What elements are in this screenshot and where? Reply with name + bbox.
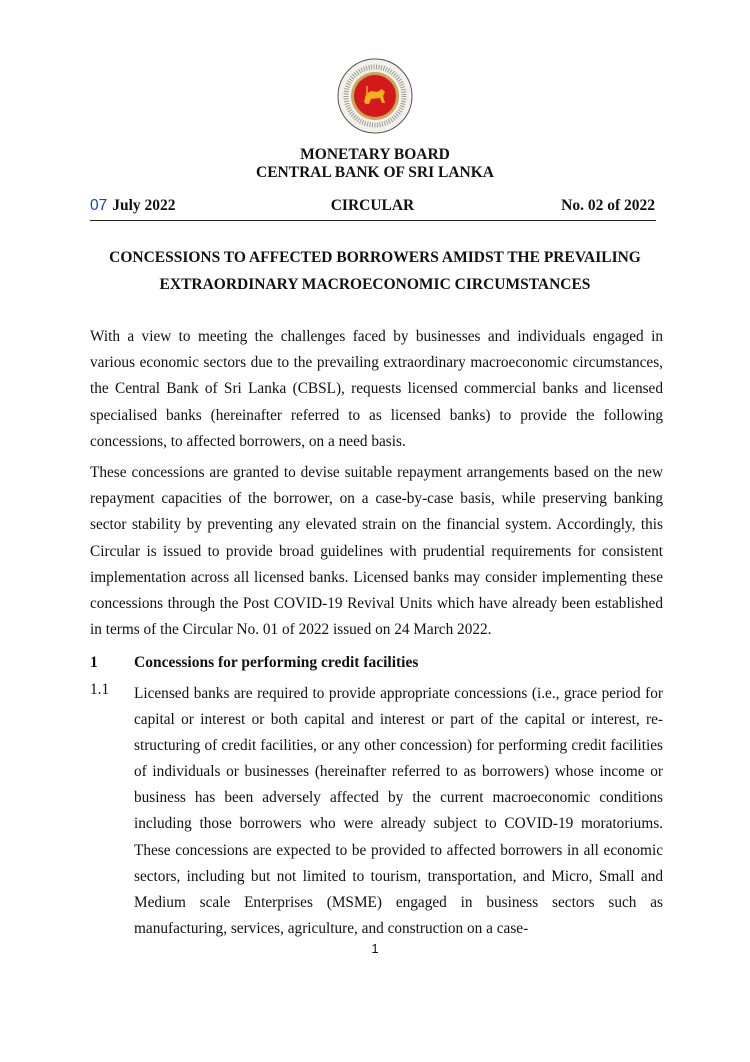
handwritten-day: 07 (90, 197, 108, 214)
circular-header (90, 197, 655, 215)
purpose-paragraph: These concessions are granted to devise suitable repayment arrangements based on the new repayment capacities of the borrower, on a case-by-case basis, while preserving banking sector stability by preventing any elevated strain on the financial system. Accordingly, this Circular is issued to provide broad guidelines with prudential requirements for consistent implementation across all licensed banks. Licensed banks may consider implementing these concessions through the Post COVID-19 Revival Units which have already been established in terms of the Circular No. 01 of 2022 issued on 24 March 2022. (90, 464, 663, 639)
section-heading (90, 654, 419, 672)
doc-type: CIRCULAR (330, 197, 415, 214)
section-number: 1 (90, 654, 98, 671)
intro-paragraph: With a view to meeting the challenges faced by businesses and individuals engaged in various economic sectors due to the prevailing extraordinary macroeconomic circumstances, the Central Bank of Sri Lanka (CBSL), requests licensed commercial banks and licensed specialised banks (hereinafter referred to as licensed banks) to provide the following concessions, to affected borrowers, on a need basis. (90, 328, 663, 450)
title-line-2: EXTRAORDINARY MACROECONOMIC CIRCUMSTANCES (159, 276, 591, 293)
org-line-2: CENTRAL BANK OF SRI LANKA (256, 164, 494, 181)
header-divider (90, 220, 656, 221)
title-line-1: CONCESSIONS TO AFFECTED BORROWERS AMIDST THE PREVAILING (109, 249, 641, 266)
date-text: July 2022 (112, 197, 176, 214)
document-title (60, 244, 690, 298)
circular-number: No. 02 of 2022 (561, 197, 655, 214)
organization-name (0, 146, 750, 182)
page-number: 1 (371, 941, 379, 956)
clause-number: 1.1 (90, 681, 110, 698)
clause-text: Licensed banks are required to provide appropriate concessions (i.e., grace period for capital or interest or both capital and interest or part of the capital or interest, re-structuring of credit facilities, or any other concession) for performing credit facilities of individuals or businesses (hereinafter referred to as borrowers) whose income or business has been adversely affected by the current macroeconomic conditions including those borrowers who were already subject to COVID-19 moratoriums. These concessions are expected to be provided to affected borrowers in all economic sectors, including but not limited to tourism, transportation, and Micro, Small and Medium scale Enterprises (MSME) engaged in business sectors such as manufacturing, services, agriculture, and construction on a case- (134, 685, 663, 937)
org-line-1: MONETARY BOARD (300, 146, 450, 163)
central-bank-seal-logo (337, 58, 413, 134)
section-title: Concessions for performing credit facilities (134, 654, 419, 671)
